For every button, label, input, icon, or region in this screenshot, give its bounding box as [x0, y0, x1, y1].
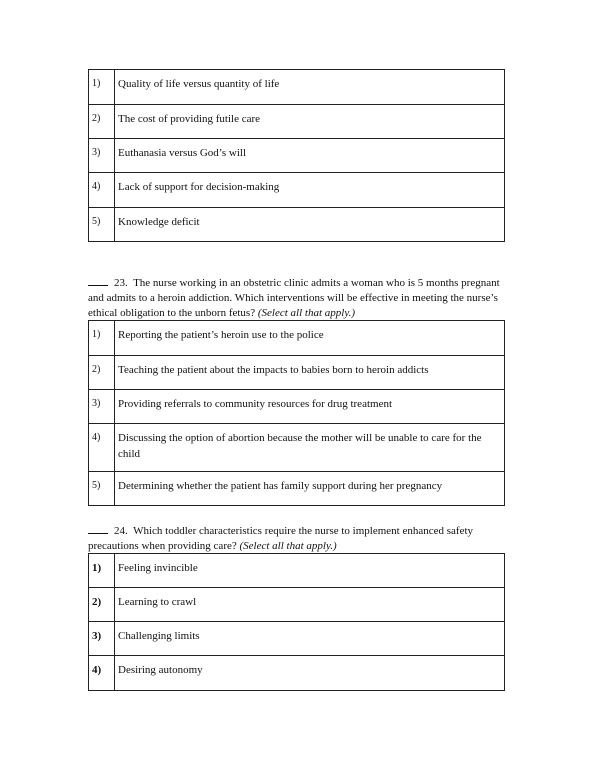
question-instruction: (Select all that apply.) — [257, 307, 356, 319]
question-number: 24. — [114, 525, 128, 537]
option-row — [89, 656, 505, 691]
option-row — [89, 588, 505, 622]
option-row — [89, 208, 505, 242]
option-row — [89, 356, 505, 390]
option-text: Quality of life versus quantity of life — [115, 70, 505, 105]
options-table-q22 — [88, 69, 505, 242]
option-text: Euthanasia versus God’s will — [115, 139, 505, 173]
question-text: The nurse working in an obstetric clinic admits a woman who is 5 months pregnant and admits to a heroin addiction. Which interventions will be effective in meeting the nurse’s ethical obligation to the unborn fetus? — [88, 277, 500, 319]
option-number: 5) — [89, 208, 115, 242]
question-instruction: (Select all that apply.) — [239, 540, 337, 552]
answer-blank[interactable] — [88, 275, 108, 286]
option-text: Teaching the patient about the impacts to babies born to heroin addicts — [115, 356, 505, 390]
option-row — [89, 173, 505, 208]
option-number: 4) — [89, 424, 115, 472]
question-23 — [88, 275, 508, 321]
option-number: 4) — [89, 173, 115, 208]
option-row — [89, 622, 505, 656]
option-number: 2) — [89, 588, 115, 622]
option-text: Reporting the patient’s heroin use to the police — [115, 321, 505, 356]
option-text: Challenging limits — [115, 622, 505, 656]
option-text: Learning to crawl — [115, 588, 505, 622]
option-row — [89, 321, 505, 356]
answer-blank[interactable] — [88, 523, 108, 534]
option-text: Feeling invincible — [115, 554, 505, 588]
option-text: Discussing the option of abortion because the mother will be unable to care for the child — [115, 424, 505, 472]
option-number: 2) — [89, 356, 115, 390]
option-number: 3) — [89, 390, 115, 424]
question-24 — [88, 523, 508, 554]
option-row — [89, 554, 505, 588]
option-text: Lack of support for decision-making — [115, 173, 505, 208]
option-number: 5) — [89, 472, 115, 506]
option-number: 1) — [89, 554, 115, 588]
option-number: 2) — [89, 105, 115, 139]
option-number: 1) — [89, 70, 115, 105]
option-row — [89, 424, 505, 472]
option-row — [89, 472, 505, 506]
option-text: Desiring autonomy — [115, 656, 505, 691]
question-number: 23. — [114, 277, 128, 289]
option-text: Knowledge deficit — [115, 208, 505, 242]
option-text: The cost of providing futile care — [115, 105, 505, 139]
option-row — [89, 70, 505, 105]
option-row — [89, 390, 505, 424]
option-row — [89, 139, 505, 173]
options-table-q23 — [88, 320, 505, 506]
option-number: 3) — [89, 622, 115, 656]
option-number: 1) — [89, 321, 115, 356]
option-number: 4) — [89, 656, 115, 691]
option-text: Determining whether the patient has family support during her pregnancy — [115, 472, 505, 506]
option-row — [89, 105, 505, 139]
options-table-q24 — [88, 553, 505, 691]
option-number: 3) — [89, 139, 115, 173]
question-text: Which toddler characteristics require the nurse to implement enhanced safety precautions when providing care? — [88, 525, 474, 552]
option-text: Providing referrals to community resources for drug treatment — [115, 390, 505, 424]
